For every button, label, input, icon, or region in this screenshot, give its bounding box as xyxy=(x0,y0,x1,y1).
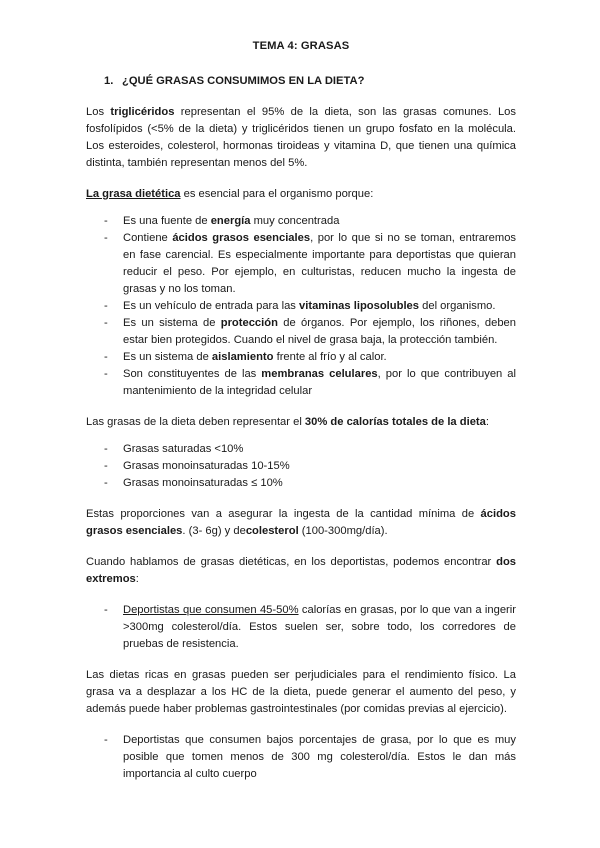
list-item xyxy=(86,213,516,230)
text-run: Es un sistema de xyxy=(123,317,221,329)
text-run: Estas proporciones van a asegurar la ingesta de la cantidad mínima de xyxy=(86,508,481,520)
text-run: Grasas saturadas <10% xyxy=(123,443,244,455)
text-run: Es una fuente de xyxy=(123,215,211,227)
list-proportions xyxy=(86,441,516,492)
dash-bullet: - xyxy=(104,351,108,363)
underlined-term: Deportistas que consumen 45-50% xyxy=(123,604,299,616)
list-item xyxy=(86,732,516,783)
text-run: es esencial para el organismo porque: xyxy=(180,188,374,200)
text-run: Los xyxy=(86,106,111,118)
list-item xyxy=(86,602,516,653)
list-item xyxy=(86,366,516,400)
bold-term: energía xyxy=(210,215,251,227)
bold-term: ácidos grasos esenciales xyxy=(172,232,311,244)
dash-bullet: - xyxy=(104,300,108,312)
bold-term: 30% de calorías totales de la dieta xyxy=(304,416,486,428)
text-run: Deportistas que consumen bajos porcentajes de grasa, por lo que es muy posible que tomen menos de 300 mg colesterol/día. Estos le dan más importancia al culto cuerpo xyxy=(123,734,516,780)
dash-bullet: - xyxy=(104,368,108,380)
list-item xyxy=(86,349,516,366)
text-run: Cuando hablamos de grasas dietéticas, en los deportistas, podemos encontrar xyxy=(86,556,497,568)
paragraph-dietas-ricas: Las dietas ricas en grasas pueden ser perjudiciales para el rendimiento físico. La grasa va a desplazar a los HC de la dieta, puede generar el aumento del peso, y además puede haber problemas gastrointestinales (por comidas previas al ejercicio). xyxy=(86,669,516,715)
text-run: representan el 95% de la dieta, son las grasas comunes. Los fosfolípidos (<5% de la dieta) y triglicéridos tienen un grupo fosfato en la molécula. Los esteroides, colesterol, hormonas tiroideas y vitamina D, que tienen una química distinta, también representan menos del 5%. xyxy=(86,106,516,169)
text-run: : xyxy=(485,416,489,428)
bold-term: vitaminas liposolubles xyxy=(299,300,420,312)
list-extreme-low xyxy=(86,732,516,783)
paragraph-proporciones xyxy=(86,506,516,540)
list-item xyxy=(86,315,516,349)
list-item xyxy=(86,441,516,458)
text-run: Es un sistema de xyxy=(123,351,212,363)
dash-bullet: - xyxy=(104,477,108,489)
paragraph-grasa-dietetica xyxy=(86,186,516,203)
text-run: Grasas monoinsaturadas 10-15% xyxy=(123,460,290,472)
text-run: del organismo. xyxy=(419,300,496,312)
dash-bullet: - xyxy=(104,215,108,227)
list-item xyxy=(86,458,516,475)
paragraph-trigliceridos xyxy=(86,104,516,172)
bold-term: triglicéridos xyxy=(110,106,175,118)
dash-bullet: - xyxy=(104,317,108,329)
bold-term: membranas celulares xyxy=(261,368,378,380)
text-run: (100-300mg/día). xyxy=(298,525,388,537)
list-item xyxy=(86,230,516,298)
text-run: , por lo que si no se toman, entraremos en fase carencial. Es especialmente importante para deportistas que quieran reducir el peso. Por ejemplo, en culturistas, reducen mucho la ingesta de grasas y no los toman. xyxy=(123,232,517,295)
dash-bullet: - xyxy=(104,443,108,455)
text-run: Contiene xyxy=(123,232,173,244)
list-item xyxy=(86,475,516,492)
underlined-term: La grasa dietética xyxy=(86,188,181,200)
section-heading xyxy=(86,73,516,90)
document-page xyxy=(86,38,516,797)
bold-term: ácidos grasos esenciales xyxy=(86,508,516,537)
text-run: Grasas monoinsaturadas ≤ 10% xyxy=(123,477,283,489)
paragraph-calorias xyxy=(86,414,516,431)
text-run: de órganos. Por ejemplo, los riñones, deben estar bien protegidos. Cuando el nivel de grasa baja, la protección también. xyxy=(123,317,516,346)
section-title: ¿QUÉ GRASAS CONSUMIMOS EN LA DIETA? xyxy=(122,75,365,87)
text-run: . (3- 6g) y de xyxy=(182,525,246,537)
list-functions xyxy=(86,213,516,400)
bold-term: dos extremos xyxy=(86,556,516,585)
list-item xyxy=(86,298,516,315)
text-run: Es un vehículo de entrada para las xyxy=(123,300,300,312)
text-run: Las grasas de la dieta deben representar el xyxy=(86,416,305,428)
text-run: : xyxy=(135,573,139,585)
dash-bullet: - xyxy=(104,734,108,746)
paragraph-extremos xyxy=(86,554,516,588)
dash-bullet: - xyxy=(104,604,108,616)
bold-term: protección xyxy=(220,317,278,329)
text-run: Son constituyentes de las xyxy=(123,368,262,380)
text-run: frente al frío y al calor. xyxy=(273,351,387,363)
text-run: , por lo que contribuyen al mantenimiento de la integridad celular xyxy=(123,368,516,397)
section-number: 1. xyxy=(104,75,114,87)
dash-bullet: - xyxy=(104,232,108,244)
bold-term: colesterol xyxy=(245,525,299,537)
dash-bullet: - xyxy=(104,460,108,472)
text-run: muy concentrada xyxy=(250,215,340,227)
bold-term: aislamiento xyxy=(211,351,274,363)
text-run: calorías en grasas, por lo que van a ingerir >300mg colesterol/día. Estos suelen ser, sobre todo, los corredores de pruebas de resistencia. xyxy=(123,604,516,650)
list-extreme-high xyxy=(86,602,516,653)
document-title: TEMA 4: GRASAS xyxy=(252,40,350,52)
